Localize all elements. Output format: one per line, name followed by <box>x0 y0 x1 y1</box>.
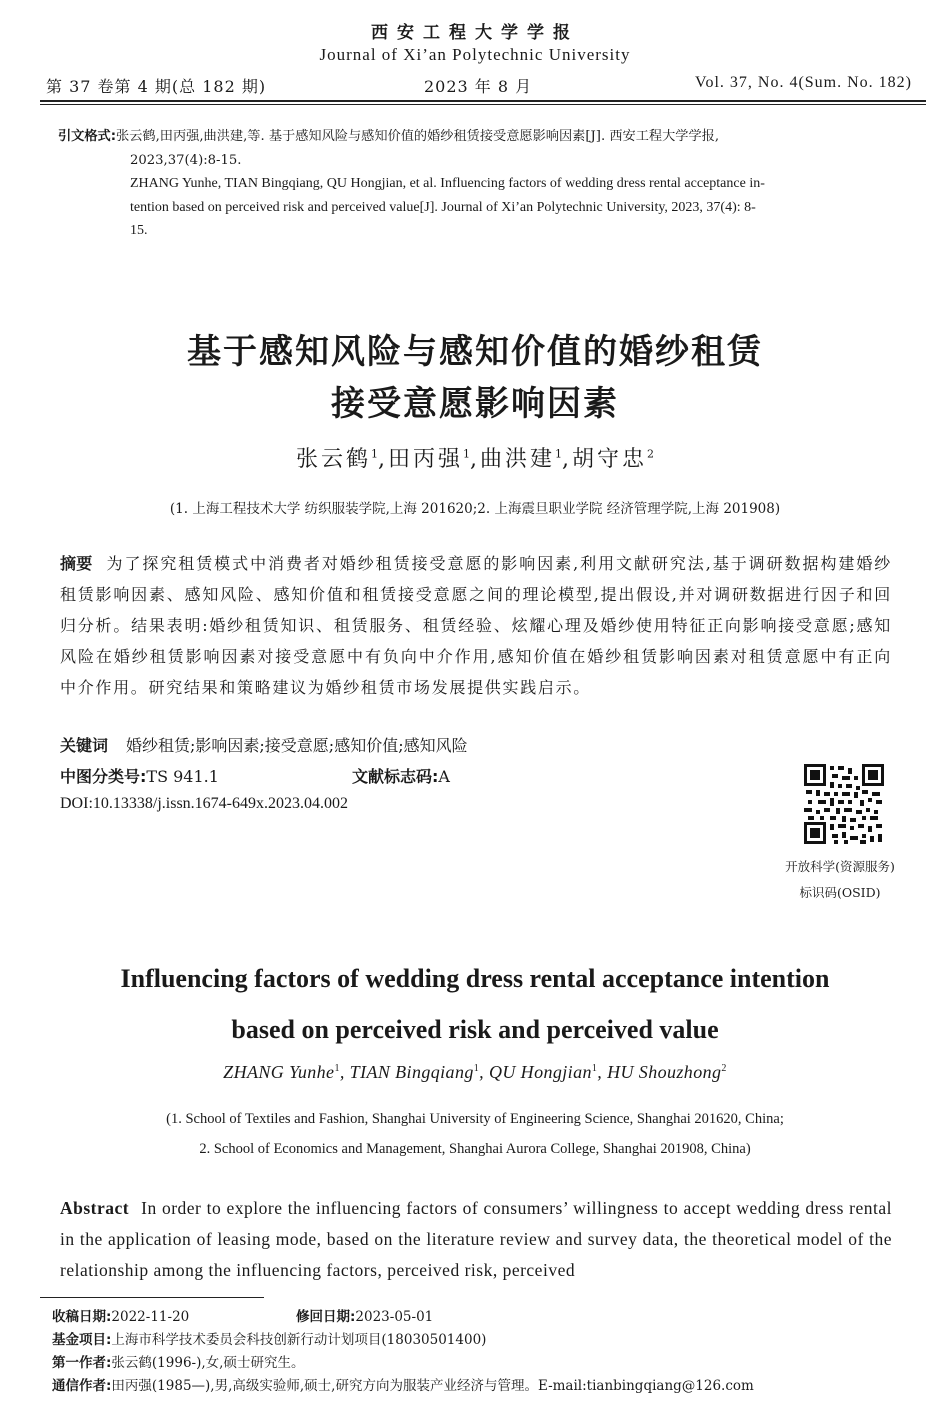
first-author-label: 第一作者: <box>52 1355 112 1371</box>
author-affil-mark: 1 <box>463 447 470 461</box>
author-separator: , <box>479 1062 489 1082</box>
osid-label-line1: 开放科学(资源服务) <box>785 859 895 874</box>
abstract-cn-label: 摘要 <box>60 554 93 573</box>
document-code <box>352 764 450 787</box>
clc-label: 中图分类号: <box>60 767 147 786</box>
author-en: QU Hongjian <box>488 1062 592 1082</box>
author-cn: 张云鹤 <box>295 447 371 472</box>
affiliations-en <box>0 1104 950 1164</box>
fund-value: 上海市科学技术委员会科技创新行动计划项目(18030501400) <box>111 1332 487 1348</box>
author-affil-mark: 1 <box>591 1063 598 1074</box>
authors-cn <box>0 442 950 473</box>
keywords-label: 关键词 <box>60 736 109 755</box>
header-rule <box>40 100 926 102</box>
first-author-value: 张云鹤(1996-),女,硕士研究生。 <box>111 1355 305 1371</box>
author-cn: 胡守忠 <box>572 447 648 472</box>
affiliation-en-line2: 2. School of Economics and Management, Shanghai Aurora College, Shanghai 201908, China) <box>199 1141 751 1157</box>
citation-cn-line1: 张云鹤,田丙强,曲洪建,等. 基于感知风险与感知价值的婚纱租赁接受意愿影响因素[J]. 西安工程大学学报, <box>116 129 720 144</box>
volume-en: Vol. 37, No. 4(Sum. No. 182) <box>694 74 912 91</box>
paper-title-cn-line1: 基于感知风险与感知价值的婚纱租赁 <box>187 332 763 372</box>
footnote-corresponding <box>52 1374 754 1394</box>
qr-code-icon[interactable] <box>804 764 884 844</box>
fund-label: 基金项目: <box>52 1332 112 1348</box>
paper-title-cn <box>0 326 950 430</box>
citation-en-line1: ZHANG Yunhe, TIAN Bingqiang, QU Hongjian, et al. Influencing factors of wedding dress rental acceptance in- <box>130 176 765 191</box>
revised-label: 修回日期: <box>296 1309 356 1325</box>
abstract-en-text: In order to explore the influencing factors of consumers’ willingness to accept wedding dress rental in the application of leasing mode, based on the literature review and survey data, the theoretical model of the relationship among the influencing factors, perceived risk, perceived <box>60 1198 892 1280</box>
keywords-cn <box>60 733 468 756</box>
author-separator: , <box>562 447 573 472</box>
paper-title-en-line1: Influencing factors of wedding dress rental acceptance intention <box>120 964 830 993</box>
author-affil-mark: 1 <box>334 1063 340 1074</box>
author-cn: 曲洪建 <box>480 447 556 472</box>
author-cn: 田丙强 <box>387 447 463 472</box>
author-en: HU Shouzhong <box>607 1062 722 1082</box>
citation-en-line3: 15. <box>130 223 148 238</box>
issue-info-row <box>46 74 912 96</box>
citation-label: 引文格式: <box>58 129 117 144</box>
doc-code-value: A <box>438 767 450 786</box>
issue-date: 2023 年 8 月 <box>424 77 533 96</box>
abstract-en-label: Abstract <box>60 1198 130 1218</box>
volume-cn: 第 37 卷第 4 期(总 182 期) <box>46 77 267 96</box>
received-value: 2022-11-20 <box>111 1309 190 1325</box>
keywords-text: 婚纱租赁;影响因素;接受意愿;感知价值;感知风险 <box>126 736 468 755</box>
author-separator: , <box>339 1062 350 1082</box>
received-label: 收稿日期: <box>52 1309 112 1325</box>
author-separator: , <box>377 447 388 472</box>
journal-name-cn: 西安工程大学学报 <box>371 23 579 43</box>
footnote-rule <box>40 1297 264 1298</box>
revised-value: 2023-05-01 <box>355 1309 434 1325</box>
journal-name-en: Journal of Xi’an Polytechnic University <box>319 45 631 64</box>
affiliations-cn: (1. 上海工程技术大学 纺织服装学院,上海 201620;2. 上海震旦职业学院 经济管理学院,上海 201908) <box>169 501 781 517</box>
author-affil-mark: 1 <box>370 447 378 461</box>
corresponding-value: 田丙强(1985—),男,高级实验师,硕士,研究方向为服装产业经济与管理。E-mail:tianbingqiang@126.com <box>111 1378 754 1394</box>
author-affil-mark: 1 <box>555 447 563 461</box>
paper-title-en-line2: based on perceived risk and perceived value <box>231 1015 719 1044</box>
author-en: ZHANG Yunhe <box>223 1062 335 1082</box>
doi: DOI:10.13338/j.issn.1674-649x.2023.04.002 <box>60 795 348 812</box>
author-affil-mark: 2 <box>647 447 655 461</box>
author-en: TIAN Bingqiang <box>349 1062 474 1082</box>
footnote-revised <box>296 1305 433 1325</box>
footnote-first-author <box>52 1351 304 1371</box>
footnote-received <box>52 1305 189 1325</box>
corresponding-label: 通信作者: <box>52 1378 112 1394</box>
citation-en-line2: tention based on perceived risk and perceived value[J]. Journal of Xi’an Polytechnic University, 2023, 37(4): 8- <box>130 199 756 215</box>
abstract-en <box>60 1193 892 1286</box>
header-rule-thin <box>40 104 926 105</box>
clc-number <box>60 764 219 787</box>
abstract-cn <box>60 548 892 703</box>
author-separator: , <box>597 1062 608 1082</box>
doc-code-label: 文献标志码: <box>352 767 439 786</box>
footnote-fund <box>52 1328 486 1348</box>
abstract-cn-text: 为了探究租赁模式中消费者对婚纱租赁接受意愿的影响因素,利用文献研究法,基于调研数据构建婚纱租赁影响因素、感知风险、感知价值和租赁接受意愿之间的理论模型,提出假设,并对调研数据进行因子和回归分析。结果表明:婚纱租赁知识、租赁服务、租赁经验、炫耀心理及婚纱使用特征正向影响接受意愿;感知风险在婚纱租赁影响因素对接受意愿中有负向中介作用,感知价值在婚纱租赁影响因素对租赁意愿中有正向中介作用。研究结果和策略建议为婚纱租赁市场发展提供实践启示。 <box>60 554 892 697</box>
paper-title-cn-line2: 接受意愿影响因素 <box>331 384 619 424</box>
osid-label-line2: 标识码(OSID) <box>799 885 881 900</box>
clc-value: TS 941.1 <box>146 767 219 786</box>
authors-en <box>0 1062 950 1083</box>
author-affil-mark: 2 <box>721 1063 727 1074</box>
author-affil-mark: 1 <box>473 1063 480 1074</box>
citation-cn-line2: 2023,37(4):8-15. <box>130 152 242 168</box>
citation-block <box>58 125 934 243</box>
paper-title-en <box>0 953 950 1055</box>
affiliation-en-line1: (1. School of Textiles and Fashion, Shanghai University of Engineering Science, Shanghai 201620, China; <box>166 1111 784 1127</box>
author-separator: , <box>470 447 480 472</box>
